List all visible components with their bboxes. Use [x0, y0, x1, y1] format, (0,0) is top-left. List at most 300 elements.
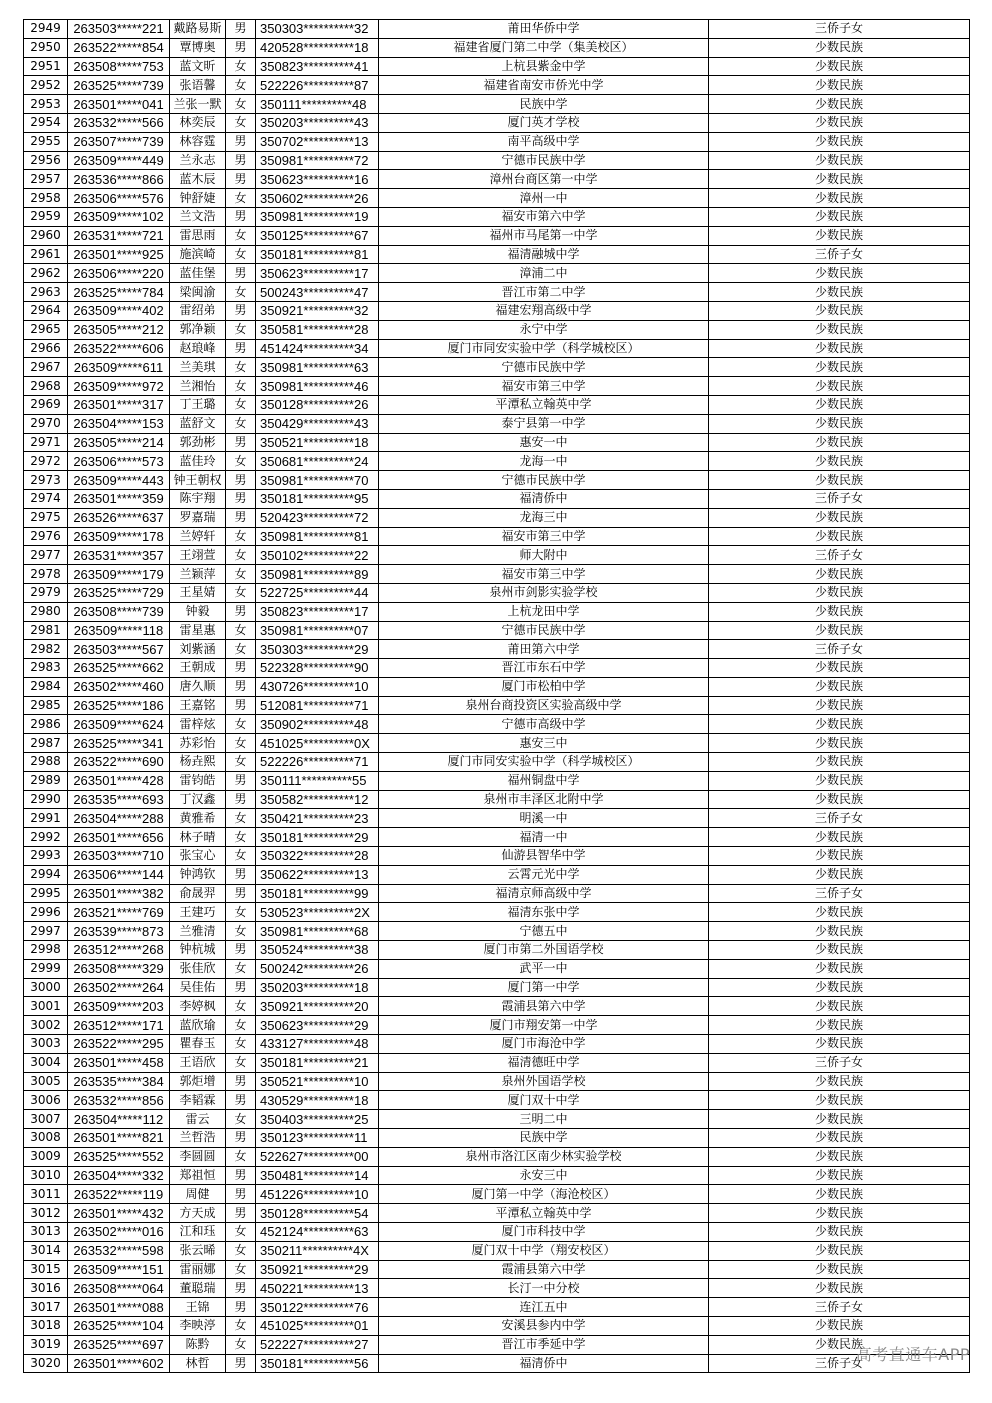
school-cell: 霞浦县第六中学: [379, 1260, 709, 1279]
table-row: [24, 715, 970, 734]
table-row: [24, 264, 970, 283]
student-name-cell: 张佳欣: [170, 959, 226, 978]
table-row: [24, 565, 970, 584]
row-index-cell: 2996: [24, 903, 68, 922]
id-number-cell: 350981**********72: [256, 151, 379, 170]
school-cell: 漳州一中: [379, 189, 709, 208]
id-number-cell: 451025**********01: [256, 1316, 379, 1335]
id-number-cell: 430529**********18: [256, 1091, 379, 1110]
table-row: [24, 471, 970, 490]
table-row: [24, 527, 970, 546]
category-cell: 少数民族: [709, 565, 970, 584]
student-name-cell: 钟杭城: [170, 941, 226, 960]
row-index-cell: 3015: [24, 1260, 68, 1279]
id-number-cell: 452124**********63: [256, 1223, 379, 1242]
row-index-cell: 2993: [24, 847, 68, 866]
gender-cell: 男: [226, 264, 256, 283]
exam-number-cell: 263501*****088: [68, 1298, 170, 1317]
student-name-cell: 董聪瑞: [170, 1279, 226, 1298]
exam-number-cell: 263525*****739: [68, 76, 170, 95]
category-cell: 少数民族: [709, 527, 970, 546]
student-name-cell: 蓝佳堡: [170, 264, 226, 283]
category-cell: 少数民族: [709, 828, 970, 847]
school-cell: 安溪县参内中学: [379, 1316, 709, 1335]
student-name-cell: 林子晴: [170, 828, 226, 847]
student-name-cell: 陈宇翔: [170, 489, 226, 508]
exam-number-cell: 263531*****357: [68, 546, 170, 565]
school-cell: 泉州市剑影实验学校: [379, 583, 709, 602]
id-number-cell: 350921**********29: [256, 1260, 379, 1279]
row-index-cell: 2960: [24, 226, 68, 245]
school-cell: 福州市马尾第一中学: [379, 226, 709, 245]
exam-number-cell: 263525*****552: [68, 1147, 170, 1166]
gender-cell: 女: [226, 1260, 256, 1279]
school-cell: 宁德市民族中学: [379, 358, 709, 377]
student-name-cell: 兰文浩: [170, 207, 226, 226]
exam-number-cell: 263501*****432: [68, 1204, 170, 1223]
table-row: [24, 1204, 970, 1223]
exam-number-cell: 263506*****573: [68, 452, 170, 471]
row-index-cell: 3000: [24, 978, 68, 997]
school-cell: 龙海三中: [379, 508, 709, 527]
id-number-cell: 500242**********26: [256, 959, 379, 978]
row-index-cell: 2963: [24, 283, 68, 302]
id-number-cell: 522226**********71: [256, 753, 379, 772]
school-cell: 三明二中: [379, 1110, 709, 1129]
table-row: [24, 828, 970, 847]
id-number-cell: 350681**********24: [256, 452, 379, 471]
category-cell: 少数民族: [709, 753, 970, 772]
id-number-cell: 350181**********56: [256, 1354, 379, 1373]
table-row: [24, 151, 970, 170]
school-cell: 厦门市第二外国语学校: [379, 941, 709, 960]
gender-cell: 女: [226, 57, 256, 76]
table-row: [24, 790, 970, 809]
student-name-cell: 郭净颖: [170, 320, 226, 339]
student-name-cell: 杨垚熙: [170, 753, 226, 772]
school-cell: 厦门英才学校: [379, 113, 709, 132]
category-cell: 少数民族: [709, 847, 970, 866]
id-number-cell: 350181**********99: [256, 884, 379, 903]
id-number-cell: 350823**********41: [256, 57, 379, 76]
gender-cell: 男: [226, 696, 256, 715]
row-index-cell: 2961: [24, 245, 68, 264]
table-row: [24, 602, 970, 621]
school-cell: 宁德市民族中学: [379, 471, 709, 490]
gender-cell: 男: [226, 1072, 256, 1091]
school-cell: 平潭私立翰英中学: [379, 395, 709, 414]
id-number-cell: 350981**********70: [256, 471, 379, 490]
row-index-cell: 3011: [24, 1185, 68, 1204]
id-number-cell: 350125**********67: [256, 226, 379, 245]
row-index-cell: 2957: [24, 170, 68, 189]
gender-cell: 女: [226, 621, 256, 640]
id-number-cell: 350981**********63: [256, 358, 379, 377]
school-cell: 厦门市翔安第一中学: [379, 1016, 709, 1035]
category-cell: 三侨子女: [709, 546, 970, 565]
gender-cell: 女: [226, 715, 256, 734]
table-row: [24, 1335, 970, 1354]
student-name-cell: 蓝文昕: [170, 57, 226, 76]
exam-number-cell: 263509*****449: [68, 151, 170, 170]
category-cell: 少数民族: [709, 1223, 970, 1242]
row-index-cell: 2990: [24, 790, 68, 809]
row-index-cell: 2994: [24, 865, 68, 884]
gender-cell: 男: [226, 508, 256, 527]
student-name-cell: 戴路易斯: [170, 20, 226, 39]
category-cell: 少数民族: [709, 76, 970, 95]
student-name-cell: 张宝心: [170, 847, 226, 866]
category-cell: 三侨子女: [709, 809, 970, 828]
student-name-cell: 钟毅: [170, 602, 226, 621]
row-index-cell: 3018: [24, 1316, 68, 1335]
exam-number-cell: 263509*****972: [68, 377, 170, 396]
table-row: [24, 95, 970, 114]
category-cell: 少数民族: [709, 696, 970, 715]
category-cell: 少数民族: [709, 1147, 970, 1166]
category-cell: 少数民族: [709, 95, 970, 114]
gender-cell: 女: [226, 76, 256, 95]
student-name-cell: 罗嘉瑞: [170, 508, 226, 527]
student-name-cell: 蓝佳玲: [170, 452, 226, 471]
table-row: [24, 659, 970, 678]
table-row: [24, 1354, 970, 1373]
school-cell: 福清侨中: [379, 1354, 709, 1373]
category-cell: 少数民族: [709, 339, 970, 358]
category-cell: 三侨子女: [709, 640, 970, 659]
exam-number-cell: 263539*****873: [68, 922, 170, 941]
table-row: [24, 1110, 970, 1129]
table-row: [24, 1166, 970, 1185]
exam-number-cell: 263522*****854: [68, 38, 170, 57]
category-cell: 少数民族: [709, 997, 970, 1016]
row-index-cell: 2997: [24, 922, 68, 941]
school-cell: 厦门双十中学（翔安校区）: [379, 1241, 709, 1260]
student-name-cell: 陈黔: [170, 1335, 226, 1354]
table-row: [24, 283, 970, 302]
row-index-cell: 2958: [24, 189, 68, 208]
exam-number-cell: 263502*****460: [68, 677, 170, 696]
row-index-cell: 2980: [24, 602, 68, 621]
id-number-cell: 350521**********18: [256, 433, 379, 452]
row-index-cell: 2950: [24, 38, 68, 57]
student-name-cell: 钟鸿钦: [170, 865, 226, 884]
gender-cell: 女: [226, 1335, 256, 1354]
gender-cell: 女: [226, 1241, 256, 1260]
category-cell: 少数民族: [709, 1166, 970, 1185]
row-index-cell: 2966: [24, 339, 68, 358]
table-row: [24, 903, 970, 922]
category-cell: 少数民族: [709, 433, 970, 452]
row-index-cell: 3020: [24, 1354, 68, 1373]
category-cell: 少数民族: [709, 1072, 970, 1091]
student-name-cell: 兰张一默: [170, 95, 226, 114]
id-number-cell: 350481**********14: [256, 1166, 379, 1185]
gender-cell: 女: [226, 283, 256, 302]
row-index-cell: 2984: [24, 677, 68, 696]
gender-cell: 女: [226, 320, 256, 339]
row-index-cell: 2975: [24, 508, 68, 527]
student-name-cell: 雷绍弟: [170, 301, 226, 320]
table-row: [24, 1016, 970, 1035]
table-row: [24, 226, 970, 245]
table-row: [24, 1129, 970, 1148]
exam-number-cell: 263509*****624: [68, 715, 170, 734]
id-number-cell: 350123**********11: [256, 1129, 379, 1148]
school-cell: 永安三中: [379, 1166, 709, 1185]
row-index-cell: 2986: [24, 715, 68, 734]
student-name-cell: 王语欣: [170, 1053, 226, 1072]
student-name-cell: 兰美琪: [170, 358, 226, 377]
id-number-cell: 350823**********17: [256, 602, 379, 621]
row-index-cell: 3009: [24, 1147, 68, 1166]
student-name-cell: 周健: [170, 1185, 226, 1204]
id-number-cell: 350524**********38: [256, 941, 379, 960]
school-cell: 泉州外国语学校: [379, 1072, 709, 1091]
id-number-cell: 350602**********26: [256, 189, 379, 208]
school-cell: 福安市第三中学: [379, 527, 709, 546]
row-index-cell: 3017: [24, 1298, 68, 1317]
category-cell: 少数民族: [709, 1016, 970, 1035]
table-row: [24, 771, 970, 790]
school-cell: 厦门市同安实验中学（科学城校区）: [379, 753, 709, 772]
school-cell: 惠安一中: [379, 433, 709, 452]
id-number-cell: 350623**********16: [256, 170, 379, 189]
student-name-cell: 郭劲彬: [170, 433, 226, 452]
table-row: [24, 978, 970, 997]
row-index-cell: 2955: [24, 132, 68, 151]
school-cell: 福清德旺中学: [379, 1053, 709, 1072]
exam-number-cell: 263504*****112: [68, 1110, 170, 1129]
row-index-cell: 2954: [24, 113, 68, 132]
gender-cell: 男: [226, 151, 256, 170]
exam-number-cell: 263508*****064: [68, 1279, 170, 1298]
school-cell: 晋江市第二中学: [379, 283, 709, 302]
gender-cell: 女: [226, 1316, 256, 1335]
gender-cell: 女: [226, 189, 256, 208]
id-number-cell: 350421**********23: [256, 809, 379, 828]
category-cell: 少数民族: [709, 677, 970, 696]
exam-number-cell: 263531*****721: [68, 226, 170, 245]
category-cell: 少数民族: [709, 170, 970, 189]
category-cell: 少数民族: [709, 941, 970, 960]
row-index-cell: 2949: [24, 20, 68, 39]
student-name-cell: 林哲: [170, 1354, 226, 1373]
category-cell: 少数民族: [709, 771, 970, 790]
table-row: [24, 1035, 970, 1054]
school-cell: 福清一中: [379, 828, 709, 847]
student-name-cell: 王星婧: [170, 583, 226, 602]
school-cell: 福建宏翔高级中学: [379, 301, 709, 320]
school-cell: 福清融城中学: [379, 245, 709, 264]
exam-number-cell: 263504*****288: [68, 809, 170, 828]
student-name-cell: 苏彩怡: [170, 734, 226, 753]
gender-cell: 男: [226, 884, 256, 903]
category-cell: 少数民族: [709, 959, 970, 978]
table-row: [24, 546, 970, 565]
school-cell: 福建省南安市侨光中学: [379, 76, 709, 95]
student-name-cell: 兰颖萍: [170, 565, 226, 584]
gender-cell: 女: [226, 414, 256, 433]
school-cell: 莆田华侨中学: [379, 20, 709, 39]
exam-number-cell: 263501*****041: [68, 95, 170, 114]
gender-cell: 女: [226, 809, 256, 828]
school-cell: 武平一中: [379, 959, 709, 978]
exam-number-cell: 263509*****402: [68, 301, 170, 320]
student-name-cell: 蓝舒文: [170, 414, 226, 433]
student-name-cell: 雷星惠: [170, 621, 226, 640]
row-index-cell: 2951: [24, 57, 68, 76]
row-index-cell: 3001: [24, 997, 68, 1016]
id-number-cell: 522725**********44: [256, 583, 379, 602]
id-number-cell: 433127**********48: [256, 1035, 379, 1054]
category-cell: 少数民族: [709, 1129, 970, 1148]
exam-number-cell: 263535*****384: [68, 1072, 170, 1091]
school-cell: 泰宁县第一中学: [379, 414, 709, 433]
exam-number-cell: 263522*****606: [68, 339, 170, 358]
row-index-cell: 2977: [24, 546, 68, 565]
gender-cell: 男: [226, 1204, 256, 1223]
gender-cell: 女: [226, 452, 256, 471]
gender-cell: 女: [226, 903, 256, 922]
student-name-cell: 兰永志: [170, 151, 226, 170]
category-cell: 少数民族: [709, 1241, 970, 1260]
exam-number-cell: 263525*****697: [68, 1335, 170, 1354]
row-index-cell: 2982: [24, 640, 68, 659]
school-cell: 霞浦县第六中学: [379, 997, 709, 1016]
id-number-cell: 350181**********81: [256, 245, 379, 264]
school-cell: 永宁中学: [379, 320, 709, 339]
gender-cell: 女: [226, 1110, 256, 1129]
student-name-cell: 梁闽渝: [170, 283, 226, 302]
table-row: [24, 959, 970, 978]
exam-number-cell: 263532*****598: [68, 1241, 170, 1260]
row-index-cell: 3010: [24, 1166, 68, 1185]
row-index-cell: 3005: [24, 1072, 68, 1091]
table-row: [24, 395, 970, 414]
gender-cell: 男: [226, 941, 256, 960]
id-number-cell: 350181**********21: [256, 1053, 379, 1072]
school-cell: 平潭私立翰英中学: [379, 1204, 709, 1223]
student-name-cell: 施滨崎: [170, 245, 226, 264]
id-number-cell: 520423**********72: [256, 508, 379, 527]
table-row: [24, 245, 970, 264]
gender-cell: 女: [226, 546, 256, 565]
id-number-cell: 350581**********28: [256, 320, 379, 339]
exam-number-cell: 263501*****428: [68, 771, 170, 790]
exam-number-cell: 263508*****329: [68, 959, 170, 978]
gender-cell: 女: [226, 922, 256, 941]
school-cell: 漳州台商区第一中学: [379, 170, 709, 189]
exam-number-cell: 263501*****602: [68, 1354, 170, 1373]
id-number-cell: 350203**********43: [256, 113, 379, 132]
id-number-cell: 350181**********95: [256, 489, 379, 508]
gender-cell: 女: [226, 753, 256, 772]
row-index-cell: 2959: [24, 207, 68, 226]
table-row: [24, 358, 970, 377]
exam-number-cell: 263535*****693: [68, 790, 170, 809]
category-cell: 少数民族: [709, 471, 970, 490]
gender-cell: 男: [226, 489, 256, 508]
student-name-cell: 钟王朝权: [170, 471, 226, 490]
student-name-cell: 蓝木辰: [170, 170, 226, 189]
student-name-cell: 瞿春玉: [170, 1035, 226, 1054]
gender-cell: 男: [226, 38, 256, 57]
exam-number-cell: 263503*****221: [68, 20, 170, 39]
category-cell: 少数民族: [709, 865, 970, 884]
gender-cell: 女: [226, 1053, 256, 1072]
row-index-cell: 3012: [24, 1204, 68, 1223]
gender-cell: 女: [226, 734, 256, 753]
gender-cell: 女: [226, 1035, 256, 1054]
exam-number-cell: 263525*****186: [68, 696, 170, 715]
row-index-cell: 2999: [24, 959, 68, 978]
exam-number-cell: 263501*****382: [68, 884, 170, 903]
exam-number-cell: 263507*****739: [68, 132, 170, 151]
gender-cell: 女: [226, 565, 256, 584]
id-number-cell: 350111**********48: [256, 95, 379, 114]
table-row: [24, 621, 970, 640]
exam-number-cell: 263506*****144: [68, 865, 170, 884]
category-cell: 少数民族: [709, 57, 970, 76]
id-number-cell: 350582**********12: [256, 790, 379, 809]
table-row: [24, 301, 970, 320]
gender-cell: 男: [226, 20, 256, 39]
category-cell: 三侨子女: [709, 489, 970, 508]
student-name-cell: 雷思雨: [170, 226, 226, 245]
table-row: [24, 207, 970, 226]
category-cell: 少数民族: [709, 922, 970, 941]
id-number-cell: 350921**********20: [256, 997, 379, 1016]
category-cell: 少数民族: [709, 1110, 970, 1129]
table-row: [24, 884, 970, 903]
school-cell: 福安市第三中学: [379, 377, 709, 396]
id-number-cell: 350981**********81: [256, 527, 379, 546]
table-row: [24, 941, 970, 960]
category-cell: 少数民族: [709, 734, 970, 753]
roster-table: [23, 19, 970, 1373]
row-index-cell: 3013: [24, 1223, 68, 1242]
student-name-cell: 张语馨: [170, 76, 226, 95]
school-cell: 上杭县紫金中学: [379, 57, 709, 76]
category-cell: 少数民族: [709, 602, 970, 621]
school-cell: 宁德市民族中学: [379, 151, 709, 170]
row-index-cell: 2970: [24, 414, 68, 433]
student-name-cell: 郭炬增: [170, 1072, 226, 1091]
student-name-cell: 丁王璐: [170, 395, 226, 414]
category-cell: 少数民族: [709, 414, 970, 433]
table-row: [24, 1072, 970, 1091]
id-number-cell: 451424**********34: [256, 339, 379, 358]
school-cell: 漳浦二中: [379, 264, 709, 283]
id-number-cell: 350128**********54: [256, 1204, 379, 1223]
id-number-cell: 350211**********4X: [256, 1241, 379, 1260]
row-index-cell: 2987: [24, 734, 68, 753]
gender-cell: 女: [226, 395, 256, 414]
row-index-cell: 3016: [24, 1279, 68, 1298]
category-cell: 少数民族: [709, 358, 970, 377]
student-name-cell: 李韬霖: [170, 1091, 226, 1110]
student-name-cell: 张云晞: [170, 1241, 226, 1260]
gender-cell: 女: [226, 1147, 256, 1166]
category-cell: 少数民族: [709, 1091, 970, 1110]
gender-cell: 男: [226, 1129, 256, 1148]
exam-number-cell: 263522*****690: [68, 753, 170, 772]
id-number-cell: 350981**********46: [256, 377, 379, 396]
table-row: [24, 1147, 970, 1166]
row-index-cell: 2971: [24, 433, 68, 452]
gender-cell: 女: [226, 1016, 256, 1035]
